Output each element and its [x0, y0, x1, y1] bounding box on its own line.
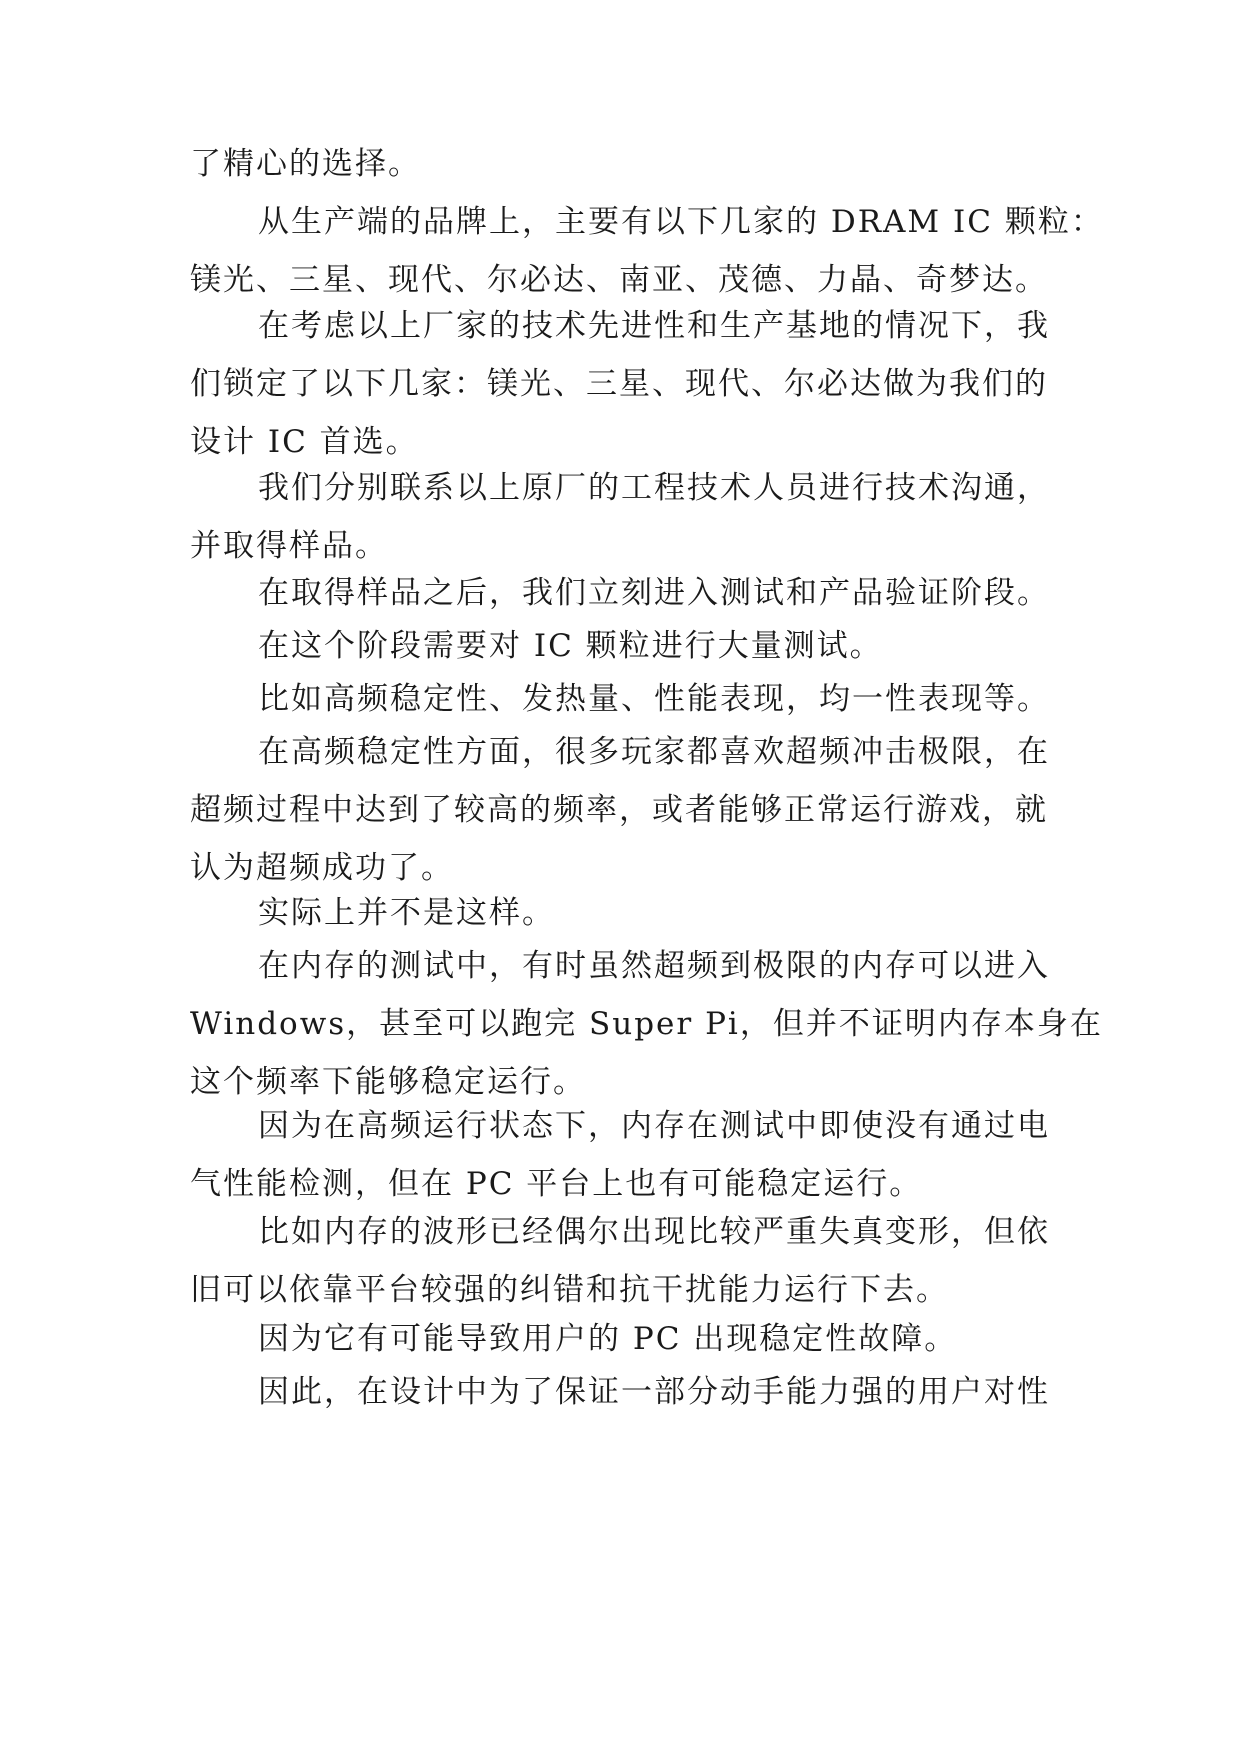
- paragraph: [190, 1203, 1060, 1319]
- text-line: 了精心的选择。: [190, 146, 421, 182]
- text-line: 气性能检测，但在 PC 平台上也有可能稳定运行。: [190, 1166, 923, 1202]
- paragraph: [190, 617, 1060, 675]
- text-line: 比如高频稳定性、发热量、性能表现，均一性表现等。: [258, 681, 1050, 717]
- text-line: 我们分别联系以上原厂的工程技术人员进行技术沟通，: [258, 470, 1050, 506]
- text-line: 在考虑以上厂家的技术先进性和生产基地的情况下，我: [258, 308, 1050, 344]
- text-line: 在内存的测试中，有时虽然超频到极限的内存可以进入: [258, 948, 1050, 984]
- text-line: 实际上并不是这样。: [258, 895, 555, 931]
- paragraph: [190, 1097, 1060, 1213]
- text-line: 设计 IC 首选。: [190, 424, 419, 460]
- text-line: 并取得样品。: [190, 528, 388, 564]
- paragraph: [190, 670, 1060, 728]
- paragraph: [190, 723, 1060, 897]
- text-line: 因为在高频运行状态下，内存在测试中即使没有通过电: [258, 1108, 1050, 1144]
- paragraph: [190, 564, 1060, 622]
- paragraph: [190, 193, 1104, 309]
- text-line: 在取得样品之后，我们立刻进入测试和产品验证阶段。: [258, 575, 1050, 611]
- text-line: 超频过程中达到了较高的频率，或者能够正常运行游戏，就: [190, 792, 1048, 828]
- paragraph: [190, 1310, 1060, 1368]
- paragraph: [190, 884, 1060, 942]
- text-line: 在这个阶段需要对 IC 颗粒进行大量测试。: [258, 628, 883, 664]
- paragraph: [190, 459, 1060, 575]
- text-line: 比如内存的波形已经偶尔出现比较严重失真变形，但依: [258, 1214, 1050, 1250]
- text-line: 镁光、三星、现代、尔必达、南亚、茂德、力晶、奇梦达。: [190, 262, 1048, 298]
- paragraph: [190, 937, 1103, 1111]
- paragraph: [190, 135, 1060, 193]
- text-line: 从生产端的品牌上，主要有以下几家的 DRAM IC 颗粒：: [258, 204, 1104, 240]
- paragraph: [190, 1363, 1060, 1421]
- text-line: 因此，在设计中为了保证一部分动手能力强的用户对性: [258, 1374, 1050, 1410]
- text-line: 旧可以依靠平台较强的纠错和抗干扰能力运行下去。: [190, 1272, 949, 1308]
- text-line: 在高频稳定性方面，很多玩家都喜欢超频冲击极限，在: [258, 734, 1050, 770]
- text-line: 因为它有可能导致用户的 PC 出现稳定性故障。: [258, 1321, 958, 1357]
- paragraph: [190, 297, 1060, 471]
- text-line: 这个频率下能够稳定运行。: [190, 1064, 586, 1100]
- text-line: 认为超频成功了。: [190, 850, 454, 886]
- text-line: 们锁定了以下几家：镁光、三星、现代、尔必达做为我们的: [190, 366, 1048, 402]
- text-line: Windows，甚至可以跑完 Super Pi，但并不证明内存本身在: [190, 1006, 1103, 1042]
